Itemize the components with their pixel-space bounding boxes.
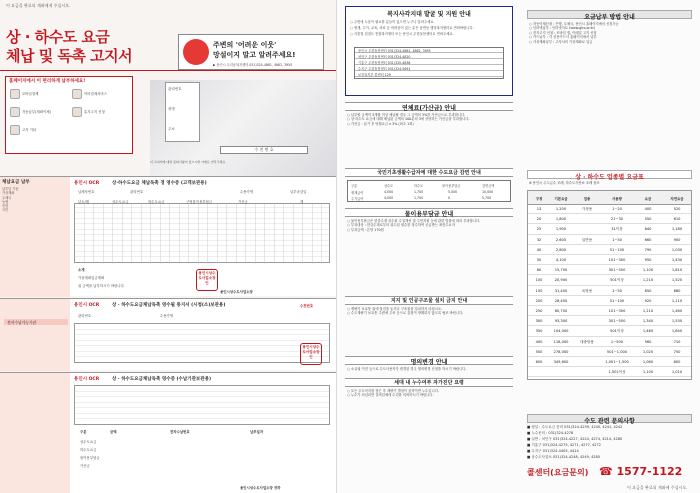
fee-table-cell: 1,430	[671, 258, 683, 262]
ocr-label-2: 용인시 OCR	[74, 303, 100, 308]
sidebar-row-3: 농협	[2, 199, 9, 204]
fee-table-cell: 1,810	[671, 268, 683, 273]
welfare-line-1: ○ 생계, 주거, 교육, 의료 등 어려움이 있는 분은 읍면동 행정복지센터로 연락바랍니다.	[350, 26, 474, 30]
fee-table-cell: 25	[536, 227, 542, 232]
fee-table-cell: 1,180	[671, 227, 683, 232]
bank-grid	[74, 385, 330, 425]
receipt-label-2: 수전번호	[300, 304, 314, 308]
pay-item-2: 자동납부(계좌이체)	[22, 110, 51, 114]
fee-table-row	[528, 276, 691, 285]
address-field-1: 성명	[168, 107, 175, 111]
fee-table-cell: 1,100	[642, 268, 654, 273]
sidebar-row-1: 가상계좌	[2, 191, 15, 196]
fee-table-cell: 1,460	[642, 329, 654, 334]
ocr-label-3: 용인시 OCR	[74, 377, 100, 382]
row3-1: 하수도요금	[80, 448, 97, 452]
bill-left-page	[0, 0, 336, 493]
fee-table-cell: 1,460	[671, 309, 683, 313]
office-name: 용인시상수도사업소장	[220, 290, 253, 294]
total-label: 소계	[78, 268, 85, 272]
basic-living-title: 국민기초생활수급자에 대한 수도요금 감면 안내	[345, 168, 513, 177]
fee-table-cell: 790	[644, 247, 652, 252]
fee-table-cell: 1,640	[671, 329, 683, 334]
info-icon	[10, 125, 20, 135]
fee-table-cell: 1,210	[642, 309, 654, 313]
fee-table-title: 상 · 하수도 업종별 요금표	[527, 170, 692, 179]
office-name-3: 용인시상수도사업소장 귀하	[240, 486, 281, 490]
leak-check-title: 세대 내 누수여부 자가진단 요령	[345, 378, 513, 387]
pipe-ban-title: 지지 및 인공구조물 설치 금지 안내	[345, 296, 513, 305]
grid-col-5: 계	[300, 200, 304, 204]
heart-hands-icon	[183, 39, 209, 65]
form-title: 상·하수도요금 체납독촉 경 영수증 (고객보관용)	[112, 181, 207, 186]
fee-table-cell: 680	[673, 288, 681, 293]
fee-table-cell: 1,200	[555, 207, 567, 211]
fee-table-cell: 950	[644, 258, 652, 262]
pay-item-0: 모바일결제	[22, 92, 39, 96]
contact-line-0: ■ 평일 : 수도요금 문의 031)324-4239, 4240, 4241, 4242	[527, 425, 623, 429]
fee-table	[527, 190, 692, 380]
receipt-section-city	[0, 298, 336, 370]
fee-table-cell: 600	[535, 360, 543, 364]
banner-line2: 망설이지 말고 알려주세요!	[213, 51, 296, 59]
bottom-notice: 이 요금을 완료되 계좌에 주십시오.	[627, 485, 688, 490]
fee-table-cell: 1~50	[612, 237, 622, 242]
fee-table-cell: 욕탕용	[581, 288, 593, 293]
fee-table-cell: 51~100	[609, 247, 625, 252]
fee-table-cell: 1,530	[671, 319, 683, 324]
fee-table-row	[528, 317, 691, 326]
fee-table-cell: 349,600	[553, 360, 569, 364]
card-icon	[72, 89, 82, 99]
fee-table-cell: 60,700	[554, 309, 568, 313]
fee-table-cell: 2,800	[555, 247, 567, 252]
fee-table-row	[528, 348, 691, 357]
address-field-0: 관리번호	[168, 87, 182, 91]
contacts-title: 수도 관련 문의사항	[527, 414, 692, 423]
fee-table-cell: 1,100	[642, 370, 654, 375]
sidebar-bank	[0, 373, 70, 493]
fee-table-cell: 1~50	[612, 288, 622, 293]
fee-table-cell: 31이상	[611, 227, 623, 232]
fee-table-cell: 50	[536, 258, 542, 262]
fee-table-cell: 1,060	[642, 360, 654, 364]
receipt-number-box: 수 진 번 호	[220, 146, 308, 154]
welfare-row-3: 수지구 무한돌봄센터 031)324-5691	[355, 66, 503, 71]
fee-table-row	[528, 327, 691, 336]
pay-item-1: 이비결제서비스	[84, 92, 107, 96]
fee-table-cell: 1,001~1,500	[605, 360, 629, 364]
welfare-row-2: 기흥구 무한돌봄센터 031)320-4838	[355, 60, 503, 65]
fee-table-row	[528, 368, 691, 377]
fee-table-cell: 1,030	[671, 247, 683, 252]
pay-item-3: 통지고지 신청	[84, 110, 105, 114]
fee-table-row	[528, 297, 691, 306]
fee-table-cell: 1,210	[642, 278, 654, 283]
auto-pay-title: 요금납부 방법 안내	[527, 10, 692, 19]
welfare-line-0: ○ 주변에 도움이 필요한 분들이 있으면 누구나 알려주세요.	[350, 20, 435, 24]
fee-table-cell: 대중탕용	[580, 339, 594, 344]
fee-table-cell: 118,000	[553, 339, 569, 344]
banner-line3: ▶ 용인시 우리동복지센터 031)324-4861, 4862, 3955	[213, 63, 293, 67]
fee-table-cell: 21~30	[610, 217, 624, 222]
fee-table-cell: 1,501이상	[608, 370, 626, 375]
water-charge-body: ○ 물이용부담금은 한강수계 상수원 수질개선 및 주민지원 등에 관한 법률에 따라 부과합니다. ○ 부과대상 : 한강수계로부터 취수된 원수를 정수하여 공급받는 최종수요자 ○ 부과금액 : 톤당 170원	[347, 219, 481, 232]
fee-table-cell: 15,700	[554, 268, 568, 273]
fee-table-cell: 100	[535, 278, 543, 283]
col-0: 납세자번호	[78, 190, 95, 194]
fee-table-cell: 750	[673, 349, 681, 354]
fee-table-cell: 278,000	[553, 349, 569, 354]
fee-table-cell: 900	[673, 237, 681, 242]
fee-table-row	[528, 338, 691, 347]
phone-icon: ☎	[599, 465, 617, 478]
fee-table-cell: 500	[535, 349, 543, 354]
fee-table-row	[528, 266, 691, 275]
fee-table-cell: 80	[536, 268, 542, 273]
fee-table-cell: 51~100	[609, 298, 625, 303]
fee-table-cell: 400	[644, 207, 652, 211]
col-3: 납부마감일	[290, 190, 307, 194]
fee-table-cell: 350	[535, 329, 543, 334]
sidebar-title: 체납요금 납부	[2, 180, 30, 185]
label3-2: 전자수납번호	[170, 430, 190, 434]
welfare-line-2: ○ 겨울철 검침도 통합복지센터 또는 용인시 무한돌봄센터로 연락주세요.	[350, 32, 454, 36]
fee-table-row	[528, 358, 691, 367]
col-1: 관리번호	[130, 190, 144, 194]
contact-line-4: ■ 수지구 031)324-4405, 4414	[527, 449, 579, 453]
grid-col-1: 상수도요금	[112, 200, 129, 204]
fee-table-cell: 1,520	[671, 278, 683, 283]
fee-table-row	[528, 215, 691, 224]
pay-item-4: 고지 기타	[22, 128, 37, 132]
fee-table-cell: 31,400	[554, 288, 568, 293]
label3-3: 납부일자	[250, 430, 264, 434]
payer-note: 위 금액을 납부하시기 바랍니다.	[78, 284, 125, 288]
contact-line-3: ■ 기흥구 031)324-4275, 4271, 4277, 4272	[527, 443, 601, 447]
welfare-banner	[178, 34, 324, 70]
fee-table-cell: 1~20	[612, 207, 622, 211]
fee-table-cell: 가정용	[581, 207, 593, 211]
welfare-title: 복지사각지대 발굴 및 지원 안내	[387, 11, 471, 18]
fee-table-cell: 101~300	[608, 258, 626, 262]
row3-2: 물이용부담금	[80, 456, 100, 460]
fee-table-cell: 28,400	[554, 298, 568, 303]
fee-table-cell: 2,600	[555, 237, 567, 242]
col-2: 수용가명	[240, 190, 254, 194]
name-change-body: ○ 소유권 이전 등으로 수도사용자가 변경된 경우 명의변경 신청을 하시기 바랍니다.	[347, 367, 467, 371]
hotline-label: 콜센터(요금문의)	[527, 468, 589, 477]
address-fields	[165, 82, 200, 142]
payment-guide-header: 홈페이지에서 이 편리하게 납부하세요!	[9, 79, 86, 84]
row3-3: 가산금	[80, 464, 90, 468]
official-seal: 용인시상수도사업소장인	[196, 269, 218, 291]
fee-table-cell: 301~500	[608, 319, 626, 324]
fee-table-cell: 20,900	[554, 278, 568, 283]
auto-pay-body: ○ 자동이체신청 : 은행, 우체국, 용인시 홈페이지에서 신청가능 ○ 인터넷납부 : 인터넷지로 (www.giro.or.kr) ○ 전자고지 신청 : 모바일 앱, 이메일 고지 신청 ○ 카드납부 : 각 신용카드사 홈페이지에서 납부 ○ 가상계좌납부 : 고지서의 가상계좌로 입금	[529, 22, 619, 44]
fee-table-cell: 650	[644, 288, 652, 293]
bank-icon	[10, 107, 20, 117]
welfare-section	[345, 6, 513, 96]
fee-table-cell: 660	[644, 237, 652, 242]
sidebar-city	[0, 299, 70, 371]
sidebar-row-0: 납부일 기준	[2, 187, 19, 191]
payment-guide-box	[5, 76, 133, 154]
mail-icon	[72, 107, 82, 117]
grid-col-0: 년도/월	[78, 200, 89, 204]
fee-table-cell: 300	[535, 319, 543, 324]
fee-table-cell: 550	[644, 217, 652, 222]
receipt-section-bank	[0, 372, 336, 493]
sidebar-overdue	[0, 177, 70, 297]
leak-check-body: ○ 모든 수도꼭지를 잠근 후 계량기 별침이 움직이면 누수입니다. ○ 누수가 의심되면 설비업체에 수리를 의뢰하시기 바랍니다.	[347, 389, 439, 398]
fee-table-cell: 32	[536, 237, 542, 242]
fee-table-cell: 920	[644, 298, 652, 303]
late-fee-title: 연체료(가산금) 안내	[345, 102, 513, 111]
fee-table-note: ※ 용인시 수도급수 조례, 하수도사용료 조례 참조	[529, 181, 600, 185]
basic-living-table: 구분 상수도 하수도 물이용부담금 감면금액 생계급여 4,000 1,700 5,000 10,000 주거급여 4,000 1,700 0 5,700	[347, 180, 511, 202]
fee-table-row	[528, 236, 691, 245]
virtual-account-label: 가상계좌입금계좌	[78, 276, 105, 280]
official-seal-2: 용인시상수도사업소장인	[300, 343, 322, 365]
fee-table-cell: 560	[644, 339, 652, 344]
bank-note: 전자수납가능기관	[4, 319, 68, 325]
fee-table-cell: 800	[673, 360, 681, 364]
welfare-row-0: 용인시 무한돌봄센터 031)324-4861, 4862, 3955	[355, 48, 503, 53]
contact-line-1: ■ 누수문의 : 031)324-4278	[527, 431, 574, 435]
name-change-title: 명의변경 안내	[345, 356, 513, 365]
fee-table-cell: 1~500	[610, 339, 624, 344]
fee-table-cell: 501이상	[610, 278, 624, 283]
fee-table-cell: 400	[535, 339, 543, 344]
fee-table-cell: 250	[535, 309, 543, 313]
fee-table-cell: 4,100	[555, 258, 567, 262]
sidebar-row-2: 우체국	[2, 195, 12, 200]
fee-table-cell: 1,800	[555, 217, 567, 222]
fee-table-cell: 1,110	[671, 298, 683, 303]
fee-table-cell: 101~300	[608, 309, 626, 313]
fee-table-cell: 200	[535, 298, 543, 303]
bill-title-line2: 체납 및 독촉 고지서	[6, 47, 133, 65]
fee-table-row	[528, 287, 691, 296]
label3-0: 구분	[80, 430, 87, 434]
welfare-row-1: 처인구 무한돌봄센터 031)324-4820	[355, 54, 503, 59]
fee-table-cell: 1,900	[555, 227, 567, 232]
fee-table-cell: 일반용	[581, 237, 593, 242]
mobile-icon	[10, 89, 20, 99]
fee-table-cell: 1,010	[671, 370, 683, 375]
col2-0: 관리번호	[78, 314, 92, 318]
form-title-3: 상 · 하수도요금체납독촉 영수증 (수납기관보관용)	[112, 377, 212, 382]
grid-col-2: 하수도요금	[148, 200, 165, 204]
contact-line-5: ■ 상수도사업소 031)324-4248, 4249, 4280	[527, 455, 600, 459]
row3-0: 상수도요금	[80, 440, 97, 444]
top-notice: 이 요금을 완료되 계좌에게 주십시오.	[6, 3, 71, 8]
late-fee-body: ○ 납부할 금액이 3개월 이상 체납될 경우 그 금액의 3%를 가산금으로 부과합니다. ○ 상·하수도 요금에 대해 체납된 금액의 100분의 3에 상당하는 가산금을 부과합니다. ○ 가산금 : 납기 후 당월요금 x 3% (최초 1회)	[347, 113, 470, 126]
water-charge-title: 물이용부담금 안내	[345, 208, 513, 217]
sidebar-row-4: 신한	[2, 204, 9, 209]
fee-table-cell: 520	[673, 207, 681, 211]
label3-1: 금액	[110, 430, 117, 434]
receipt-section-customer	[0, 176, 336, 296]
banner-line1: 주변의 '어려운 이웃'	[213, 41, 277, 49]
grid-col-3: 구영물이용부담금	[186, 200, 213, 204]
fee-table-row	[528, 205, 691, 214]
fee-table-row	[528, 246, 691, 255]
hotline-number: ☎ 1577-1122	[599, 465, 683, 478]
fee-table-cell: 840	[644, 227, 652, 232]
fee-table-cell: 710	[673, 339, 681, 344]
fee-table-cell: 20	[536, 217, 542, 222]
fee-table-cell: 104,000	[553, 329, 569, 334]
fee-table-cell: 1,020	[642, 349, 654, 354]
address-field-2: 주소	[168, 127, 175, 131]
side-notice: 이 고지서에 대한 문의사항이 있으시면 아래로 연락주세요	[150, 160, 226, 164]
fee-table-row	[528, 225, 691, 234]
fee-table-cell: 40	[536, 247, 542, 252]
bill-detail-grid	[74, 203, 330, 263]
bill-right-page	[337, 0, 700, 493]
fee-table-row	[528, 307, 691, 316]
welfare-row-4: 보건복지부 콜센터 129	[355, 72, 503, 77]
divider	[0, 70, 336, 71]
pipe-ban-body: ○ 계량기 보호통 위에 물건을 놓거나 구조물을 설치하지 마십시오. ○ 수도계량기 보호통 주변에 주차 등으로 검침이 방해되지 않도록 협조 바랍니다.	[347, 307, 464, 316]
fee-table-cell: 610	[673, 217, 681, 222]
fee-table-cell: 501~1,000	[606, 349, 628, 354]
grid-col-4: 기산금	[238, 200, 248, 204]
col2-1: 수용가명	[160, 314, 174, 318]
fee-table-cell: 93,300	[554, 319, 568, 324]
fee-table-cell: 150	[535, 288, 543, 293]
fee-table-cell: 13	[536, 207, 542, 211]
fee-table-cell: 1,340	[642, 319, 654, 324]
fee-table-row	[528, 256, 691, 265]
ocr-label: 용인시 OCR	[74, 181, 100, 186]
fee-table-header: 구경 기본요금 업종 사용량 요금 자연요금	[528, 191, 691, 205]
bill-title-line1: 상 · 하수도 요금	[6, 28, 110, 46]
form-title-2: 상 · 하수도요금체납독촉 영수필 통지서 (시청(소)보관용)	[112, 303, 226, 308]
fee-table-cell: 501이상	[610, 329, 624, 334]
fee-table-cell: 301~500	[608, 268, 626, 273]
contact-line-2: ■ 일반 : 처인구 031)324-4227, 4224, 4274, 4214, 4280	[527, 437, 623, 441]
city-grid	[74, 323, 330, 363]
sidebar-row-5: 국민	[2, 208, 9, 213]
welfare-table	[354, 47, 504, 79]
